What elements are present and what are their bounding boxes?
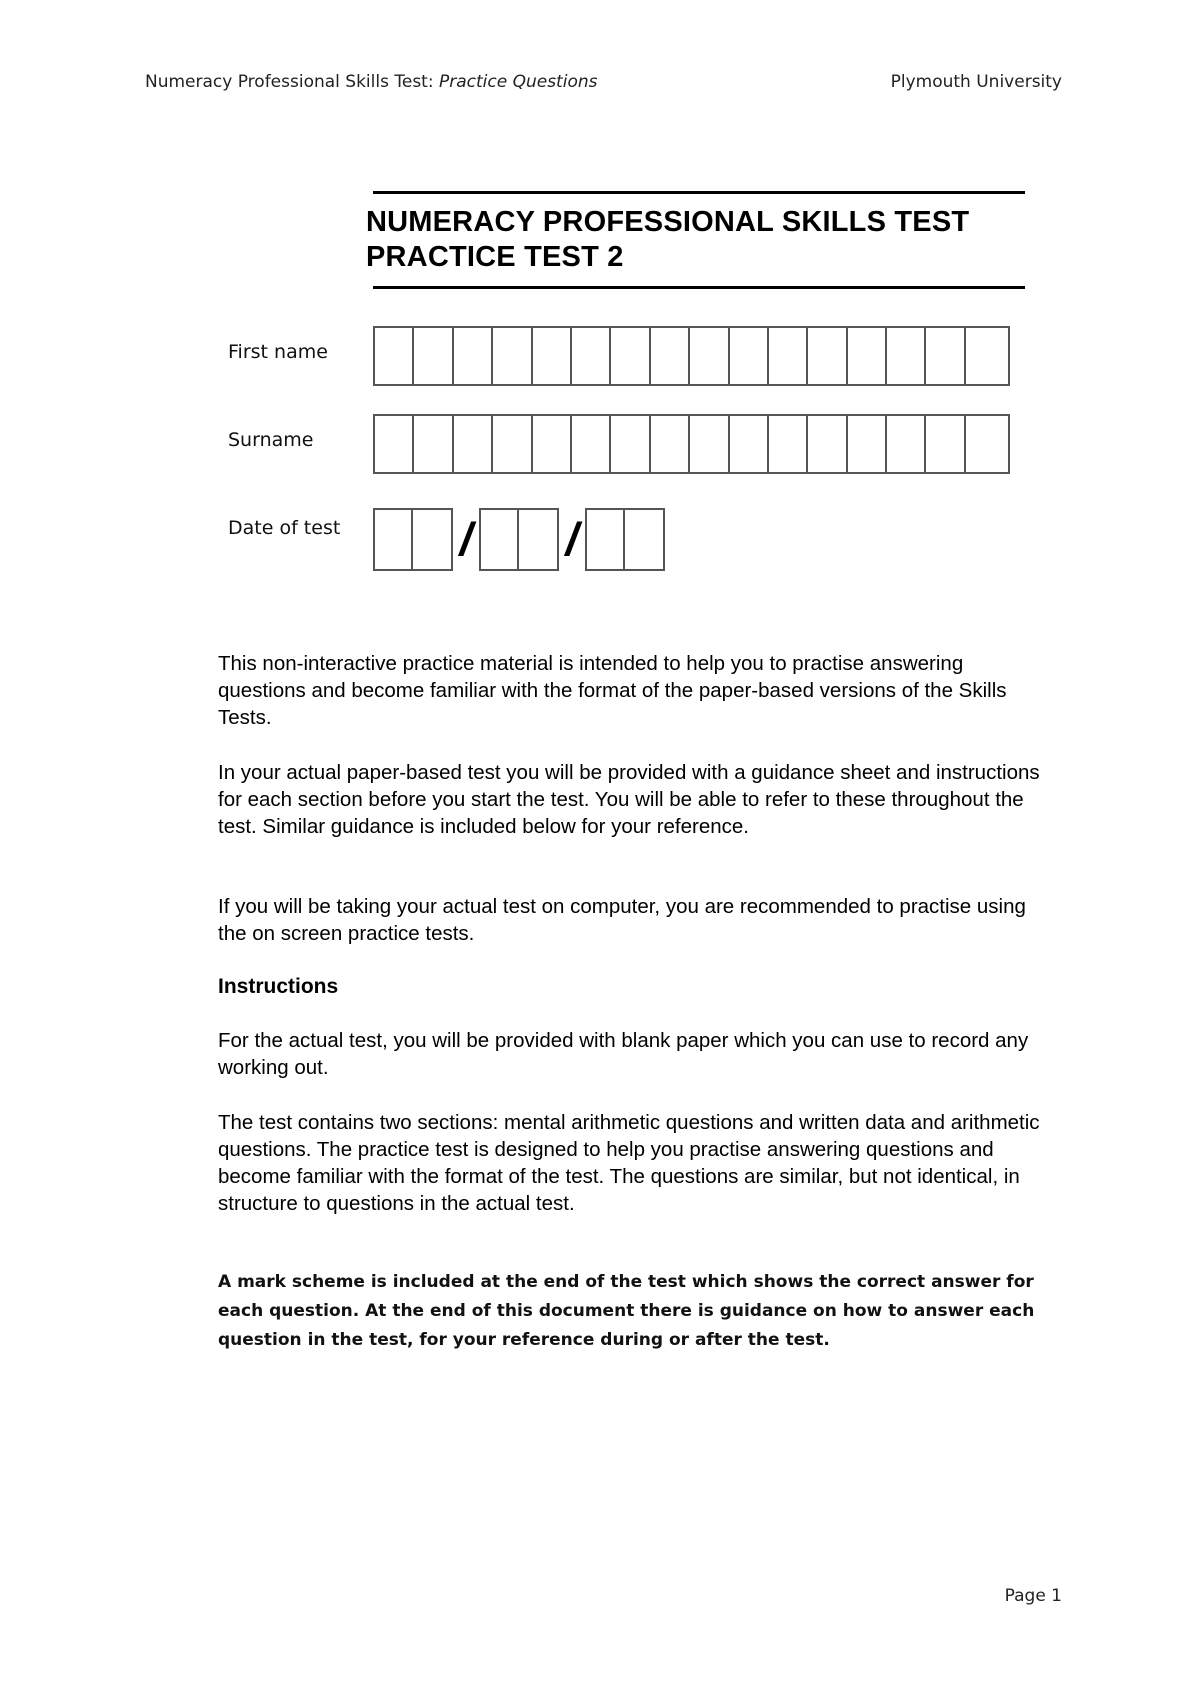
- date-label: Date of test: [228, 517, 341, 539]
- page-number: Page 1: [1004, 1586, 1062, 1606]
- char-box[interactable]: [493, 328, 532, 384]
- char-box[interactable]: [375, 510, 413, 569]
- char-box[interactable]: [572, 416, 611, 472]
- date-day-boxes[interactable]: [373, 508, 453, 571]
- char-box[interactable]: [730, 416, 769, 472]
- computer-test-paragraph: If you will be taking your actual test on computer, you are recommended to practise using the on screen practice tests.: [218, 895, 1026, 945]
- char-box[interactable]: [926, 416, 965, 472]
- char-box[interactable]: [611, 416, 650, 472]
- char-box[interactable]: [375, 416, 414, 472]
- working-out-paragraph: For the actual test, you will be provided with blank paper which you can use to record any working out.: [218, 1029, 1029, 1079]
- char-box[interactable]: [887, 328, 926, 384]
- char-box[interactable]: [533, 416, 572, 472]
- paper-test-paragraph: In your actual paper-based test you will be provided with a guidance sheet and instructions for each section before you start the test. You will be able to refer to these throughout the test. Similar guidance is included below for your reference.: [218, 761, 1040, 838]
- header-right: Plymouth University: [890, 72, 1062, 92]
- char-box[interactable]: [413, 510, 451, 569]
- char-box[interactable]: [533, 328, 572, 384]
- title-rule-top: [373, 191, 1025, 194]
- date-separator-1: /: [459, 513, 473, 565]
- char-box[interactable]: [808, 328, 847, 384]
- header-subtitle: Practice Questions: [438, 72, 598, 92]
- intro-paragraph: This non-interactive practice material is intended to help you to practise answering questions and become familiar with the format of the paper-based versions of the Skills Tests.: [218, 652, 1007, 729]
- surname-label: Surname: [228, 429, 314, 451]
- date-month-boxes[interactable]: [479, 508, 559, 571]
- char-box[interactable]: [493, 416, 532, 472]
- title-line-2: PRACTICE TEST 2: [366, 241, 624, 273]
- char-box[interactable]: [454, 416, 493, 472]
- title-rule-bottom: [373, 286, 1025, 289]
- title-line-1: NUMERACY PROFESSIONAL SKILLS TEST: [366, 206, 970, 238]
- header-title: Numeracy Professional Skills Test:: [145, 72, 434, 92]
- char-box[interactable]: [651, 416, 690, 472]
- first-name-boxes[interactable]: [373, 326, 1010, 386]
- first-name-label: First name: [228, 341, 328, 363]
- char-box[interactable]: [625, 510, 663, 569]
- char-box[interactable]: [611, 328, 650, 384]
- char-box[interactable]: [926, 328, 965, 384]
- char-box[interactable]: [651, 328, 690, 384]
- char-box[interactable]: [572, 328, 611, 384]
- header-left: [145, 72, 597, 92]
- char-box[interactable]: [690, 416, 729, 472]
- surname-boxes[interactable]: [373, 414, 1010, 474]
- char-box[interactable]: [848, 416, 887, 472]
- char-box[interactable]: [519, 510, 557, 569]
- char-box[interactable]: [414, 328, 453, 384]
- char-box[interactable]: [730, 328, 769, 384]
- date-separator-2: /: [565, 513, 579, 565]
- char-box[interactable]: [481, 510, 519, 569]
- mark-scheme-note: A mark scheme is included at the end of the test which shows the correct answer for each question. At the end of this document there is guidance on how to answer each question in the test, for your reference during or after the test.: [218, 1272, 1035, 1350]
- page-title: [366, 205, 969, 275]
- char-box[interactable]: [375, 328, 414, 384]
- char-box[interactable]: [966, 328, 1005, 384]
- instructions-heading: Instructions: [218, 975, 339, 998]
- date-boxes: [373, 508, 665, 571]
- char-box[interactable]: [769, 416, 808, 472]
- char-box[interactable]: [454, 328, 493, 384]
- sections-paragraph: The test contains two sections: mental arithmetic questions and written data and arithmetic questions. The practice test is designed to help you practise answering questions and become familiar with the format of the test. The questions are similar, but not identical, in structure to questions in the actual test.: [218, 1111, 1040, 1215]
- char-box[interactable]: [808, 416, 847, 472]
- char-box[interactable]: [887, 416, 926, 472]
- char-box[interactable]: [414, 416, 453, 472]
- char-box[interactable]: [690, 328, 729, 384]
- char-box[interactable]: [966, 416, 1005, 472]
- char-box[interactable]: [769, 328, 808, 384]
- char-box[interactable]: [587, 510, 625, 569]
- date-year-boxes[interactable]: [585, 508, 665, 571]
- char-box[interactable]: [848, 328, 887, 384]
